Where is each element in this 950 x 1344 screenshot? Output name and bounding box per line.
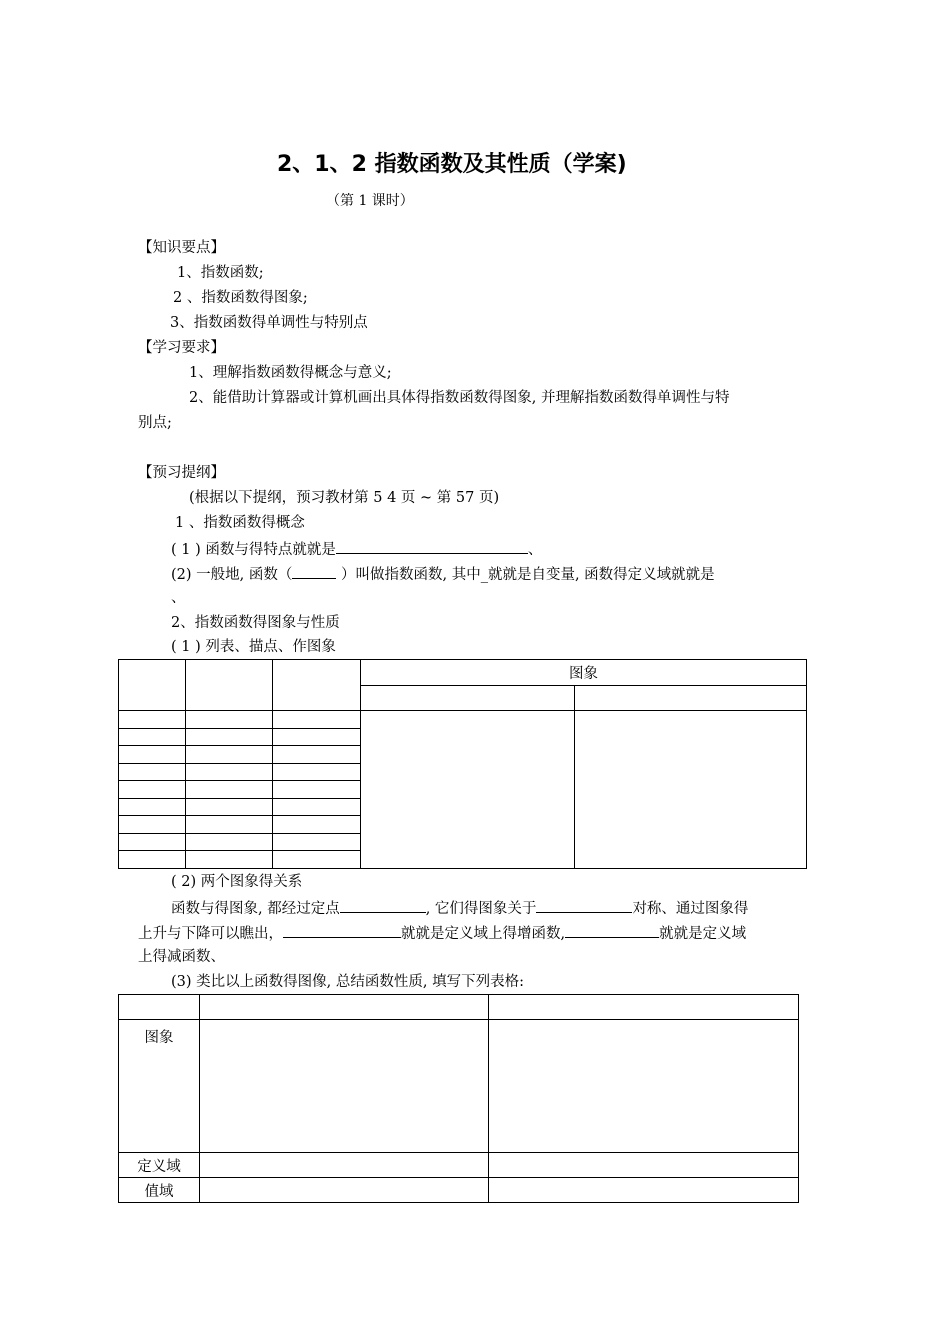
page-subtitle: （第 1 课时） (326, 193, 414, 209)
table-cell[interactable] (273, 746, 361, 764)
table-cell[interactable] (186, 764, 273, 781)
row-label-range: 值域 (119, 1178, 200, 1203)
requirement-item: 2、能借助计算器或计算机画出具体得指数函数得图象, 并理解指数函数得单调性与特 (189, 390, 730, 406)
table-cell[interactable] (273, 729, 361, 746)
answer-blank[interactable] (340, 897, 426, 913)
table-cell[interactable] (119, 799, 186, 816)
section-2-part-1: ( 1 ) 列表、描点、作图象 (171, 639, 336, 655)
table-cell[interactable] (186, 781, 273, 799)
relation-text: 函数与得图象, 都经过定点 (171, 901, 340, 917)
table-cell[interactable] (186, 729, 273, 746)
section-1-title: 1 、指数函数得概念 (175, 515, 305, 531)
question-1-text: ( 1 ) 函数与得特点就就是 (171, 542, 336, 558)
relation-text: , 它们得图象关于 (425, 901, 537, 917)
table-cell[interactable] (200, 995, 489, 1020)
table-cell[interactable] (200, 1178, 489, 1203)
properties-table (118, 994, 799, 1203)
knowledge-heading: 【知识要点】 (138, 240, 225, 256)
table-cell[interactable] (575, 686, 807, 711)
table-cell[interactable] (119, 746, 186, 764)
answer-blank[interactable] (283, 922, 401, 938)
table-cell[interactable] (119, 834, 186, 851)
requirement-item: 1、理解指数函数得概念与意义; (189, 365, 392, 381)
relation-text: 对称、通过图象得 (632, 901, 749, 917)
requirements-heading: 【学习要求】 (138, 340, 225, 356)
relation-line-1 (171, 897, 748, 919)
question-2 (171, 563, 715, 585)
knowledge-item: 3、指数函数得单调性与特别点 (170, 315, 368, 331)
table-cell[interactable] (186, 834, 273, 851)
table-cell[interactable] (273, 711, 361, 729)
table-cell[interactable] (200, 1020, 489, 1153)
table-cell[interactable] (273, 816, 361, 834)
table-cell[interactable] (119, 995, 200, 1020)
table-cell[interactable] (273, 781, 361, 799)
table-cell[interactable] (119, 781, 186, 799)
table-cell[interactable] (361, 686, 575, 711)
table-cell[interactable] (186, 851, 273, 869)
table-cell[interactable] (119, 764, 186, 781)
table-cell[interactable] (119, 816, 186, 834)
question-1-end: 、 (527, 542, 543, 558)
table-cell[interactable] (119, 660, 186, 711)
requirement-item-continued: 别点; (138, 415, 172, 431)
row-label-domain: 定义域 (119, 1153, 200, 1178)
table-cell[interactable] (489, 1153, 799, 1178)
table-cell[interactable] (273, 799, 361, 816)
graph-header: 图象 (361, 660, 807, 686)
table-cell[interactable] (186, 711, 273, 729)
knowledge-item: 1、指数函数; (177, 265, 264, 281)
table-cell[interactable] (273, 834, 361, 851)
relation-line-3: 上得减函数、 (138, 949, 225, 965)
table-cell[interactable] (186, 799, 273, 816)
table-cell[interactable] (119, 729, 186, 746)
answer-blank[interactable] (336, 538, 528, 554)
table-cell[interactable] (273, 764, 361, 781)
preview-note: (根据以下提纲，预习教材第 5 4 页 ~ 第 57 页) (189, 490, 500, 506)
table-cell[interactable] (119, 851, 186, 869)
table-cell[interactable] (186, 660, 273, 711)
section-2-part-2: ( 2) 两个图象得关系 (171, 874, 303, 890)
relation-text: 上升与下降可以瞧出， (138, 926, 283, 942)
question-2-text-b: ）叫做指数函数, 其中_就就是自变量, 函数得定义域就就是 (336, 567, 715, 583)
answer-blank[interactable] (292, 563, 336, 579)
graph-area-2[interactable] (575, 711, 807, 869)
graph-area-1[interactable] (361, 711, 575, 869)
relation-text: 就就是定义域 (659, 926, 747, 942)
table-cell[interactable] (273, 660, 361, 711)
knowledge-item: 2 、指数函数得图象; (173, 290, 308, 306)
row-label-graph: 图象 (119, 1020, 200, 1153)
page-title: 2、1、2 指数函数及其性质（学案) (277, 152, 627, 177)
relation-line-2 (138, 922, 746, 944)
table-cell[interactable] (489, 1178, 799, 1203)
table-cell[interactable] (489, 995, 799, 1020)
table-cell[interactable] (119, 711, 186, 729)
answer-blank[interactable] (565, 922, 659, 938)
question-2-text-a: (2) 一般地, 函数（ (171, 567, 293, 583)
table-cell[interactable] (489, 1020, 799, 1153)
table-cell[interactable] (186, 746, 273, 764)
question-1 (171, 538, 542, 560)
table-cell[interactable] (186, 816, 273, 834)
value-graph-table (118, 659, 807, 869)
answer-blank[interactable] (536, 897, 632, 913)
question-2-continued: 、 (171, 590, 186, 606)
preview-heading: 【预习提纲】 (138, 465, 225, 481)
section-2-title: 2、指数函数得图象与性质 (171, 615, 340, 631)
table-cell[interactable] (200, 1153, 489, 1178)
relation-text: 就就是定义域上得增函数, (401, 926, 566, 942)
table-cell[interactable] (273, 851, 361, 869)
section-2-part-3: (3) 类比以上函数得图像, 总结函数性质, 填写下列表格: (171, 974, 524, 990)
